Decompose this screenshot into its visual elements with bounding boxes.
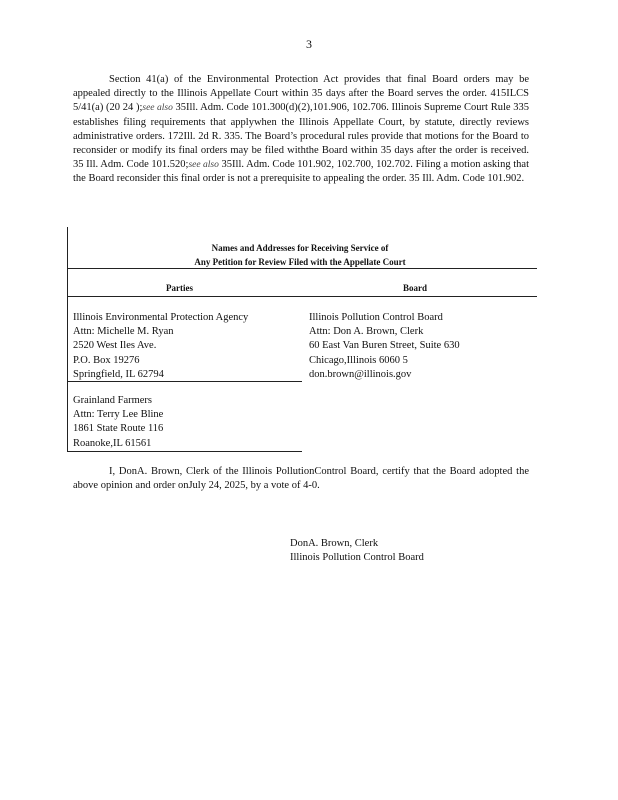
board-email: don.brown@illinois.gov [309, 368, 412, 380]
page-number: 3 [306, 37, 312, 51]
table-left-border [67, 227, 68, 452]
board-column-header: Board [403, 283, 428, 293]
party-address-2: P.O. Box 19276 [73, 354, 140, 366]
party-address-1: 1861 State Route 116 [73, 423, 164, 435]
header-divider [67, 268, 537, 269]
appeal-text-part-2: 35Ill. Adm. Code 101.300(d)(2),101.906, 102.706. Illinois Supreme Court Rule 335 establishes filing requirements that applywhen the Illinois Appellate Court, by statute, directly reviews administrative orders. 172Ill. 2d R. 335. The Board’s procedural rules provide that motions for the Board to reconsider or modify its final orders may be filed withthe Board within 35 days after the order is received. 35 Ill. Adm. Code 101.520; [73, 102, 529, 171]
signature-org: Illinois Pollution Control Board [290, 552, 424, 564]
party-name: Illinois Environmental Protection Agency [73, 312, 249, 323]
board-city: Chicago,Illinois 6060 5 [309, 354, 408, 366]
table-bottom-border [67, 451, 302, 452]
party-name: Grainland Farmers [73, 395, 153, 406]
party-iepa [73, 311, 248, 382]
board-contact [309, 311, 460, 382]
appeal-text-part-1: Section 41(a) of the Environmental Protection Act provides that final Board orders may be appealed directly to the Illinois Appellate Court within 35 days after the Board serves the order. 415ILCS 5/41(a) (20 24 ); [73, 74, 529, 114]
appeal-text-part-3: 35Ill. Adm. Code 101.902, 102.700, 102.702. Filing a motion asking that the Board reconsider this final order is not a prerequisite to appealing the order. 35 Ill. Adm. Code 101.902. [73, 159, 530, 185]
see-also-citation-1: see also [142, 103, 173, 114]
party-address-1: 2520 West Iles Ave. [73, 340, 157, 352]
board-address-1: 60 East Van Buren Street, Suite 630 [309, 340, 460, 352]
table-header [140, 241, 460, 269]
see-also-citation-2: see also [188, 160, 219, 171]
signature-block [290, 537, 424, 565]
certification-paragraph: I, DonA. Brown, Clerk of the Illinois PollutionControl Board, certify that the Board adopted the above opinion and order onJuly 24, 2025, by a vote of 4-0. [73, 466, 529, 492]
parties-column-header: Parties [166, 283, 193, 293]
party-city: Roanoke,IL 61561 [73, 437, 152, 449]
appeal-paragraph [73, 73, 529, 187]
party-attn: Attn: Terry Lee Bline [73, 409, 164, 421]
party-city: Springfield, IL 62794 [73, 368, 164, 380]
party-grainland [73, 394, 163, 451]
board-name: Illinois Pollution Control Board [309, 312, 443, 323]
signature-name: DonA. Brown, Clerk [290, 538, 379, 549]
column-header-divider [67, 296, 537, 297]
party-attn: Attn: Michelle M. Ryan [73, 326, 174, 338]
party-divider [67, 381, 302, 382]
board-attn: Attn: Don A. Brown, Clerk [309, 326, 424, 338]
table-header-line-2: Any Petition for Review Filed with the Appellate Court [194, 257, 406, 267]
table-header-line-1: Names and Addresses for Receiving Service of [211, 243, 389, 253]
